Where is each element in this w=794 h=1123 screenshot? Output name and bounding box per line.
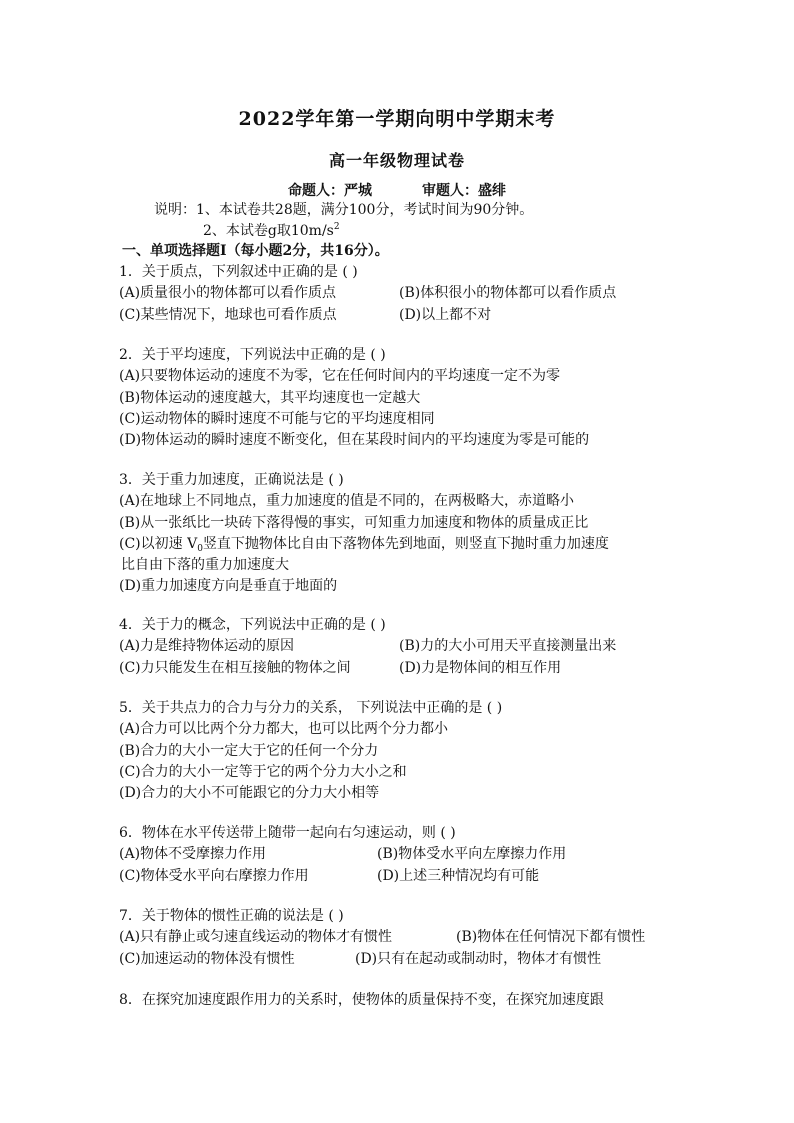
exam-subtitle: 高一年级物理试卷 (328, 151, 465, 170)
question-stem: 1．关于质点，下列叙述中正确的是 ( ) (119, 264, 358, 280)
note-line-2 (203, 221, 340, 241)
question-8 (119, 990, 719, 1011)
section-1-title: 一、单项选择题Ⅰ（每小题2分，共16分）。 (122, 243, 389, 259)
question-stem: 3．关于重力加速度，正确说法是 ( ) (119, 472, 344, 488)
question-6 (119, 823, 719, 887)
option-b: (B)物体运动的速度越大，其平均速度也一定越大 (119, 389, 421, 406)
option-c-suffix: 竖直下抛物体比自由下落物体先到地面，则竖直下抛时重力加速度 (202, 535, 609, 552)
option-c: (C)合力的大小一定等于它的两个分力大小之和 (119, 763, 407, 780)
question-4 (119, 615, 719, 679)
question-7 (119, 906, 719, 970)
question-stem: 6．物体在水平传送带上随带一起向右匀速运动，则 ( ) (119, 825, 456, 841)
authors-line (0, 180, 794, 200)
author-label: 命题人：严城 (288, 183, 372, 199)
option-b: (B)力的大小可用天平直接测量出来 (399, 638, 617, 655)
note-line-1: 说明：1、本试卷共28题，满分100分，考试时间为90分钟。 (154, 202, 534, 218)
question-2 (119, 345, 719, 451)
question-stem: 8．在探究加速度跟作用力的关系时，使物体的质量保持不变，在探究加速度跟 (119, 992, 604, 1008)
option-d: (D)只有在起动或制动时，物体才有惯性 (355, 950, 602, 967)
exam-title: 2022学年第一学期向明中学期末考 (238, 108, 556, 130)
option-b: (B)从一张纸比一块砖下落得慢的事实，可知重力加速度和物体的质量成正比 (119, 514, 589, 531)
option-a: (A)合力可以比两个分力都大，也可以比两个分力都小 (119, 721, 449, 738)
option-d: (D)合力的大小不可能跟它的分力大小相等 (119, 785, 380, 802)
note-line-2-text: 2、本试卷g取10m/s (203, 223, 334, 239)
question-3 (119, 470, 719, 598)
option-b: (B)合力的大小一定大于它的任何一个分力 (119, 742, 379, 759)
option-c: (C)运动物体的瞬时速度不可能与它的平均速度相同 (119, 410, 435, 427)
v0-subscript: 0 (197, 543, 203, 554)
option-d: (D)以上都不对 (399, 306, 492, 323)
option-b: (B)物体受水平向左摩擦力作用 (377, 846, 567, 863)
question-stem: 5．关于共点力的合力与分力的关系， 下列说法中正确的是 ( ) (119, 700, 503, 716)
option-d: (D)物体运动的瞬时速度不断变化，但在某段时间内的平均速度为零是可能的 (119, 432, 590, 449)
question-1 (119, 262, 719, 326)
question-5 (119, 698, 719, 804)
option-a: (A)物体不受摩擦力作用 (119, 846, 267, 863)
option-d: (D)重力加速度方向是垂直于地面的 (119, 578, 338, 595)
option-a: (A)力是维持物体运动的原因 (119, 638, 295, 655)
question-stem: 2．关于平均速度，下列说法中正确的是 ( ) (119, 347, 386, 363)
option-c-prefix: (C)以初速 V (119, 535, 198, 552)
option-a: (A)只有静止或匀速直线运动的物体才有惯性 (119, 929, 393, 946)
option-b: (B)体积很小的物体都可以看作质点 (399, 285, 617, 302)
option-d: (D)上述三种情况均有可能 (377, 867, 540, 884)
option-c: (C)物体受水平向右摩擦力作用 (119, 867, 309, 884)
option-a: (A)质量很小的物体都可以看作质点 (119, 285, 337, 302)
question-stem: 4．关于力的概念，下列说法中正确的是 ( ) (119, 617, 386, 633)
question-stem: 7．关于物体的惯性正确的说法是 ( ) (119, 908, 344, 924)
option-b: (B)物体在任何情况下都有惯性 (456, 929, 646, 946)
option-c-continued: 比自由下落的重力加速度大 (121, 557, 289, 574)
option-c: (C)加速运动的物体没有惯性 (119, 950, 295, 967)
option-c: (C)力只能发生在相互接触的物体之间 (119, 659, 351, 676)
option-a: (A)只要物体运动的速度不为零，它在任何时间内的平均速度一定不为零 (119, 368, 561, 385)
reviewer-label: 审题人：盛绯 (422, 183, 506, 199)
option-c (119, 534, 719, 555)
option-d: (D)力是物体间的相互作用 (399, 659, 562, 676)
option-c: (C)某些情况下，地球也可看作质点 (119, 306, 337, 323)
note-line-2-superscript: 2 (333, 222, 340, 232)
option-a: (A)在地球上不同地点，重力加速度的值是不同的，在两极略大，赤道略小 (119, 493, 575, 510)
